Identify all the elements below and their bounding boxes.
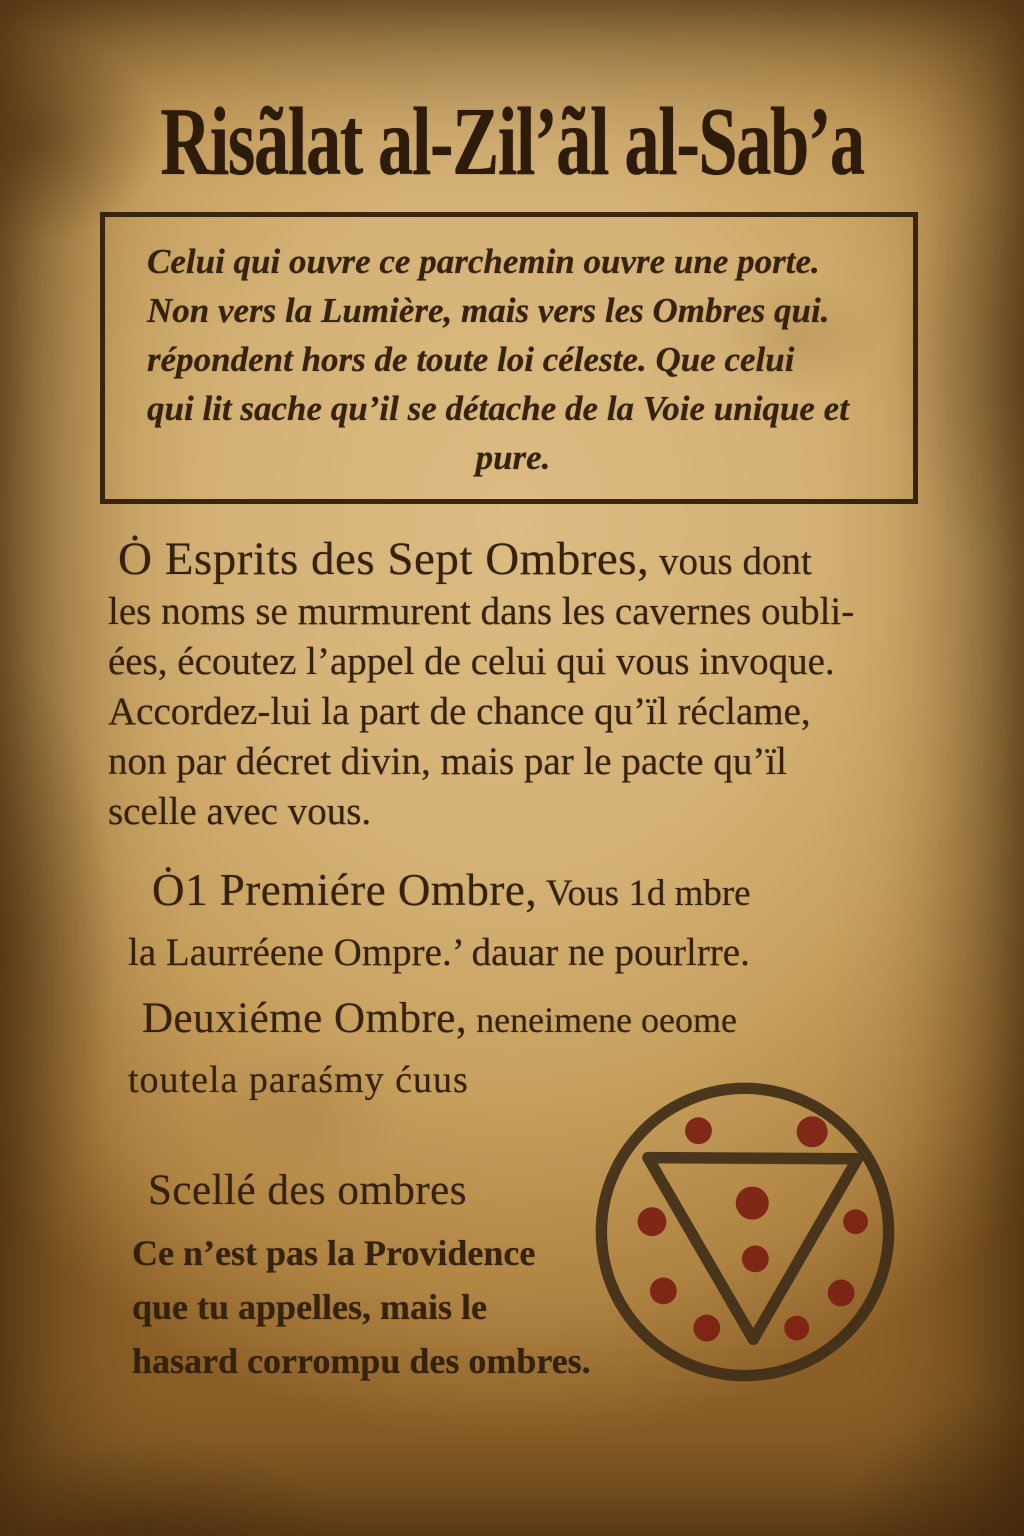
invocation-line: ées, écoutez l’appel de celui qui vous invoque.: [108, 640, 835, 683]
warning-line: pure.: [475, 438, 551, 477]
first-shadow-rest: Vous 1d mbre: [537, 873, 751, 914]
invocation-line: [108, 534, 938, 587]
seal-section-text: [132, 1226, 591, 1388]
second-shadow-rest: neneimene oeome: [467, 1000, 737, 1040]
warning-box: [100, 212, 918, 504]
invocation-lead: Ȯ Esprits des Sept Ombres,: [118, 533, 650, 585]
first-shadow-lead: Ȯ1 Premiére Ombre,: [152, 865, 538, 915]
seal-text-line: hasard corrompu des ombres.: [132, 1341, 591, 1381]
warning-line: Non vers la Lumière, mais vers les Ombres qui.: [147, 291, 830, 330]
invocation-line: non par décret divin, mais par le pacte qu’ïl: [108, 740, 787, 783]
shadow-seal-icon: [590, 1077, 900, 1387]
seal-text-line: Ce n’est pas la Providence: [132, 1233, 536, 1273]
invocation-paragraph: [108, 534, 938, 837]
page-title: Risãlat al-Zil’ãl al-Sab’a: [160, 88, 864, 196]
warning-line: Celui qui ouvre ce parchemin ouvre une porte.: [147, 242, 820, 281]
warning-line: qui lit sache qu’il se détache de la Voie unique et: [147, 389, 849, 428]
first-shadow-heading: [152, 864, 751, 916]
warning-line: répondent hors de toute loi céleste. Que celui: [147, 340, 795, 379]
seal-section-heading: Scellé des ombres: [148, 1167, 467, 1214]
invocation-line: les noms se murmurent dans les cavernes oubli-: [108, 590, 855, 633]
invocation-line: scelle avec vous.: [108, 790, 372, 833]
invocation-line: Accordez-lui la part de chance qu’ïl réclame,: [108, 690, 811, 733]
second-shadow-heading: [142, 994, 737, 1043]
first-shadow-line: la Laurréene Ompre.’ dauar ne pourlrre.: [128, 931, 750, 974]
second-shadow-line: toutela paraśmy ćuus: [128, 1059, 469, 1101]
invocation-lead-rest: vous dont: [649, 540, 812, 583]
second-shadow-lead: Deuxiéme Ombre,: [142, 995, 468, 1042]
seal-text-line: que tu appelles, mais le: [132, 1287, 488, 1327]
